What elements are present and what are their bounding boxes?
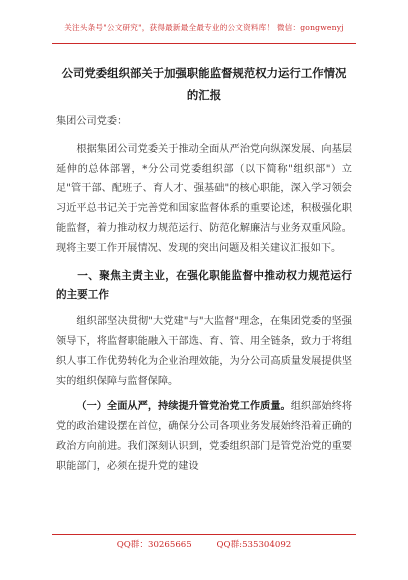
subsection-1-text: 组织部始终将党的政治建设摆在首位，确保分公司各项业务发展始终沿着正确的政治方向前进。我们深刻认识到，党委组织部门是管党治党的重要职能部门，必须在提升党的建设 <box>56 401 353 472</box>
header-divider <box>52 43 356 44</box>
footer <box>0 538 408 550</box>
header-notice: 关注头条号"公文研究"，获得最新最全最专业的公文资料库！ 微信：gongwenyj <box>64 23 344 32</box>
subsection-1-paragraph <box>56 397 352 476</box>
document-body <box>56 112 352 483</box>
salutation: 集团公司党委： <box>56 116 128 127</box>
footer-qq-group-1: QQ群：30265665 <box>116 540 192 550</box>
intro-paragraph: 根据集团公司党委关于推动全面从严治党向纵深发展、向基层延伸的总体部署，*分公司党委组织部（以下简称"组织部"）立足"管干部、配班子、育人才、强基础"的核心职能，深入学习领会习近平总书记关于完善党和国家监督体系的重要论述，积极强化职能监督，着力推动权力规范运行、防范化解廉洁与业务双重风险。现将主要工作开展情况、发现的突出问题及相关建议汇报如下。 <box>56 143 352 254</box>
subsection-1-heading: （一）全面从严，持续提升管党治党工作质量。 <box>76 400 291 413</box>
section-1-heading: 一、聚焦主责主业，在强化职能监督中推动权力规范运行的主要工作 <box>56 269 352 302</box>
document-title <box>40 62 368 106</box>
section-1-paragraph: 组织部坚决贯彻"大党建"与"大监督"理念，在集团党委的坚强领导下，将监督职能融入干部选、育、管、用全链条，致力于将组织人事工作优势转化为企业治理效能，为分公司高质量发展提供坚实的组织保障与监督保障。 <box>56 316 352 387</box>
title-line-2: 的汇报 <box>186 88 222 102</box>
title-line-1: 公司党委组织部关于加强职能监督规范权力运行工作情况 <box>61 66 347 80</box>
footer-divider <box>52 534 356 535</box>
footer-qq-group-2: QQ群:535304092 <box>216 540 292 550</box>
